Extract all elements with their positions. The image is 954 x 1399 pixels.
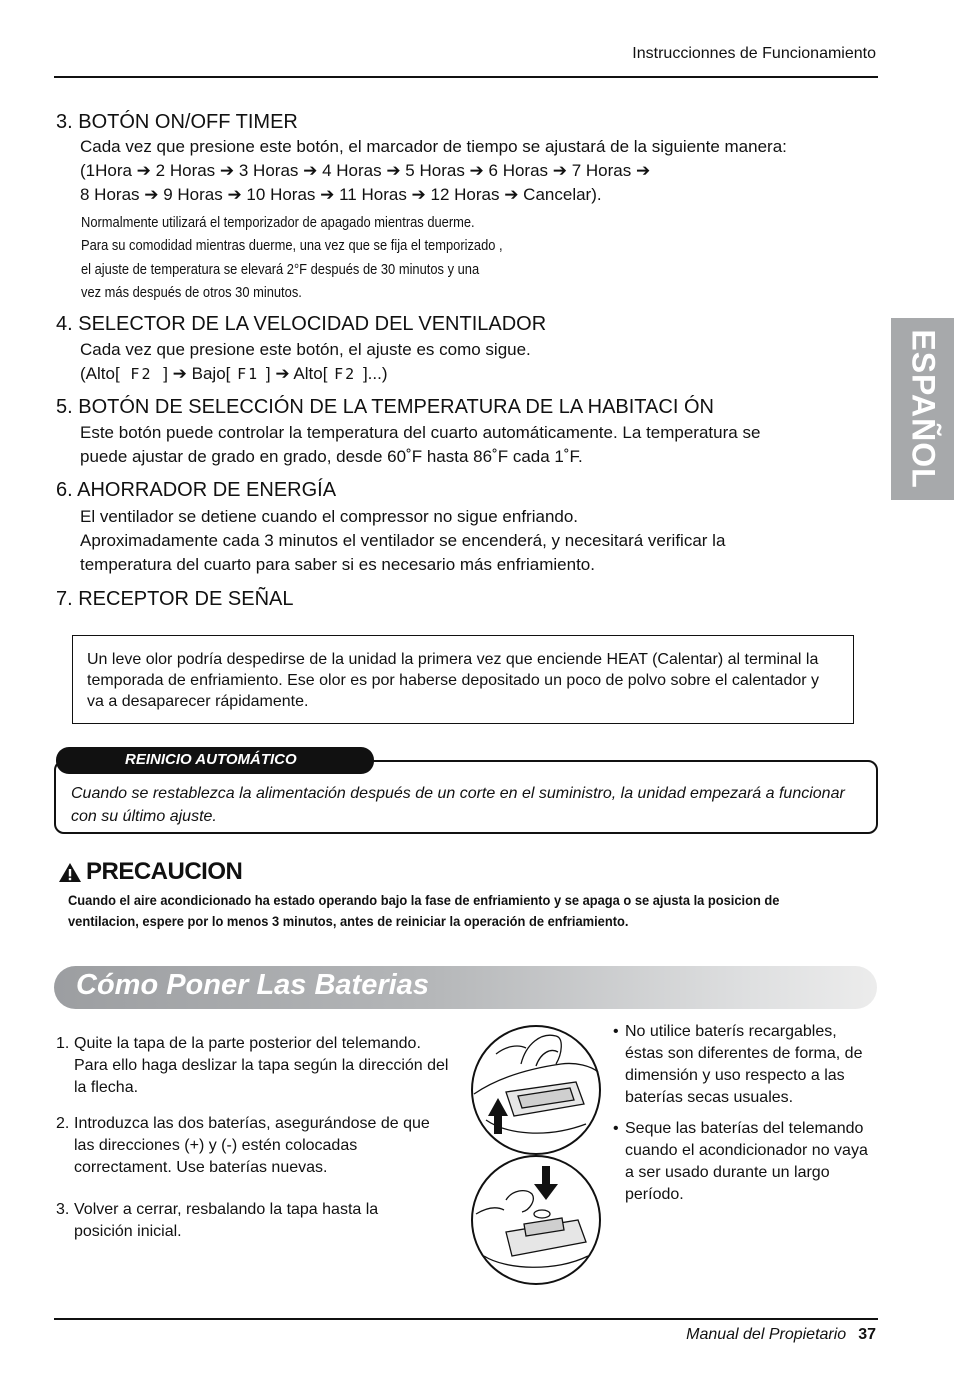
caution-title: PRECAUCION [86, 858, 243, 885]
sec6-line1: El ventilador se detiene cuando el compressor no sigue enfriando. [80, 507, 579, 526]
list-item: • Seque las baterías del telemando cuando el acondicionador no vaya a ser usado durante un largo período. [613, 1120, 868, 1203]
sec3-note1: Normalmente utilizará el temporizador de apagado mientras duerme. [81, 214, 475, 231]
sec3-line2: (1Hora ➔ 2 Horas ➔ 3 Horas ➔ 4 Horas ➔ 5 Horas ➔ 6 Horas ➔ 7 Horas ➔ [80, 161, 651, 180]
sec5-line1: Este botón puede controlar la temperatura del cuarto automáticamente. La temperatura se [80, 423, 761, 442]
sec3-line1: Cada vez que presione este botón, el marcador de tiempo se ajustará de la siguiente manera: [80, 137, 787, 156]
batteries-title: Cómo Poner Las Baterias [76, 969, 429, 1001]
top-rule [54, 76, 878, 78]
batteries-section-band [54, 966, 877, 1009]
sec3-note3: el ajuste de temperatura se elevará 2°F después de 30 minutos y una [81, 261, 480, 278]
page-number: 37 [858, 1326, 876, 1343]
auto-restart-label: REINICIO AUTOMÁTICO [56, 747, 374, 774]
fan-low-display-glyph: F1 [237, 365, 260, 383]
fan-high-display-glyph-2: F2 [334, 365, 357, 383]
sec4-line1: Cada vez que presione este botón, el ajuste es como sigue. [80, 340, 531, 359]
sec3-note2: Para su comodidad mientras duerme, una vez que se fija el temporizado , [81, 237, 503, 254]
sec3-line3: 8 Horas ➔ 9 Horas ➔ 10 Horas ➔ 11 Horas ➔ 12 Horas ➔ Cancelar). [80, 185, 602, 204]
caution-heading [58, 858, 242, 886]
warning-triangle-icon [58, 862, 82, 883]
running-header: Instruccionnes de Funcionamiento [632, 45, 876, 62]
sec4-part4: ]...) [362, 364, 388, 383]
battery-steps-list [56, 1033, 451, 1257]
sec5-line2: puede ajustar de grado en grado, desde 60˚F hasta 86˚F cada 1˚F. [80, 447, 583, 466]
footer-title: Manual del Propietario [686, 1326, 847, 1343]
sec4-line2 [80, 362, 388, 386]
battery-cover-illustration [466, 1024, 606, 1286]
language-tab [891, 318, 954, 500]
fan-high-display-glyph: F2 [130, 365, 153, 383]
sec5-heading: 5. BOTÓN DE SELECCIÓN DE LA TEMPERATURA DE LA HABITACI ÓN [56, 396, 714, 418]
caution-line2: ventilacion, espere por lo menos 3 minutos, antes de reiniciar la operación de enfriamiento. [68, 913, 629, 929]
bottom-rule [54, 1318, 878, 1320]
sec7-heading: 7. RECEPTOR DE SEÑAL [56, 588, 294, 610]
sec6-line2: Aproximadamente cada 3 minutos el ventilador se encenderá, y necesitará verificar la [80, 531, 726, 550]
sec4-part3: ] ➔ Alto[ [265, 364, 328, 383]
list-item: 1. Quite la tapa de la parte posterior del telemando. Para ello haga deslizar la tapa según la dirección del la flecha. [56, 1035, 449, 1096]
sec6-line3: temperatura del cuarto para saber si es necesario más enfriamiento. [80, 555, 595, 574]
caution-text [68, 890, 779, 932]
odor-note-box: Un leve olor podría despedirse de la unidad la primera vez que enciende HEAT (Calentar) al terminal la temporada de enfriamiento. Ese olor es por haberse depositado un poco de polvo sobre el calentador y va a desaparecer rápidamente. [72, 635, 854, 724]
sec3-note4: vez más después de otros 30 minutos. [81, 284, 302, 301]
page-footer [686, 1326, 876, 1344]
list-item: 2. Introduzca las dos baterías, asegurándose de que las direcciones (+) y (-) estén colocadas correctament. Use baterías nuevas. [56, 1115, 430, 1176]
sec6-heading: 6. AHORRADOR DE ENERGÍA [56, 479, 337, 501]
auto-restart-box: Cuando se restablezca la alimentación después de un corte en el suministro, la unidad empezará a funcionar con su último ajuste. [54, 760, 878, 834]
battery-notes-list [613, 1021, 878, 1215]
language-tab-label: ESPAÑOL [905, 329, 941, 489]
sec3-heading: 3. BOTÓN ON/OFF TIMER [56, 111, 298, 133]
list-item: • No utilice baterís recargables, éstas son diferentes de forma, de dimensión y uso respecto a las baterías secas usuales. [613, 1023, 863, 1106]
list-item: 3. Volver a cerrar, resbalando la tapa hasta la posición inicial. [56, 1201, 379, 1240]
caution-line1: Cuando el aire acondicionado ha estado operando bajo la fase de enfriamiento y se apaga o se ajusta la posicion de [68, 892, 780, 908]
sec4-part2: ] ➔ Bajo[ [163, 364, 231, 383]
sec4-heading: 4. SELECTOR DE LA VELOCIDAD DEL VENTILADOR [56, 313, 547, 335]
sec4-part1: (Alto[ [80, 364, 120, 383]
